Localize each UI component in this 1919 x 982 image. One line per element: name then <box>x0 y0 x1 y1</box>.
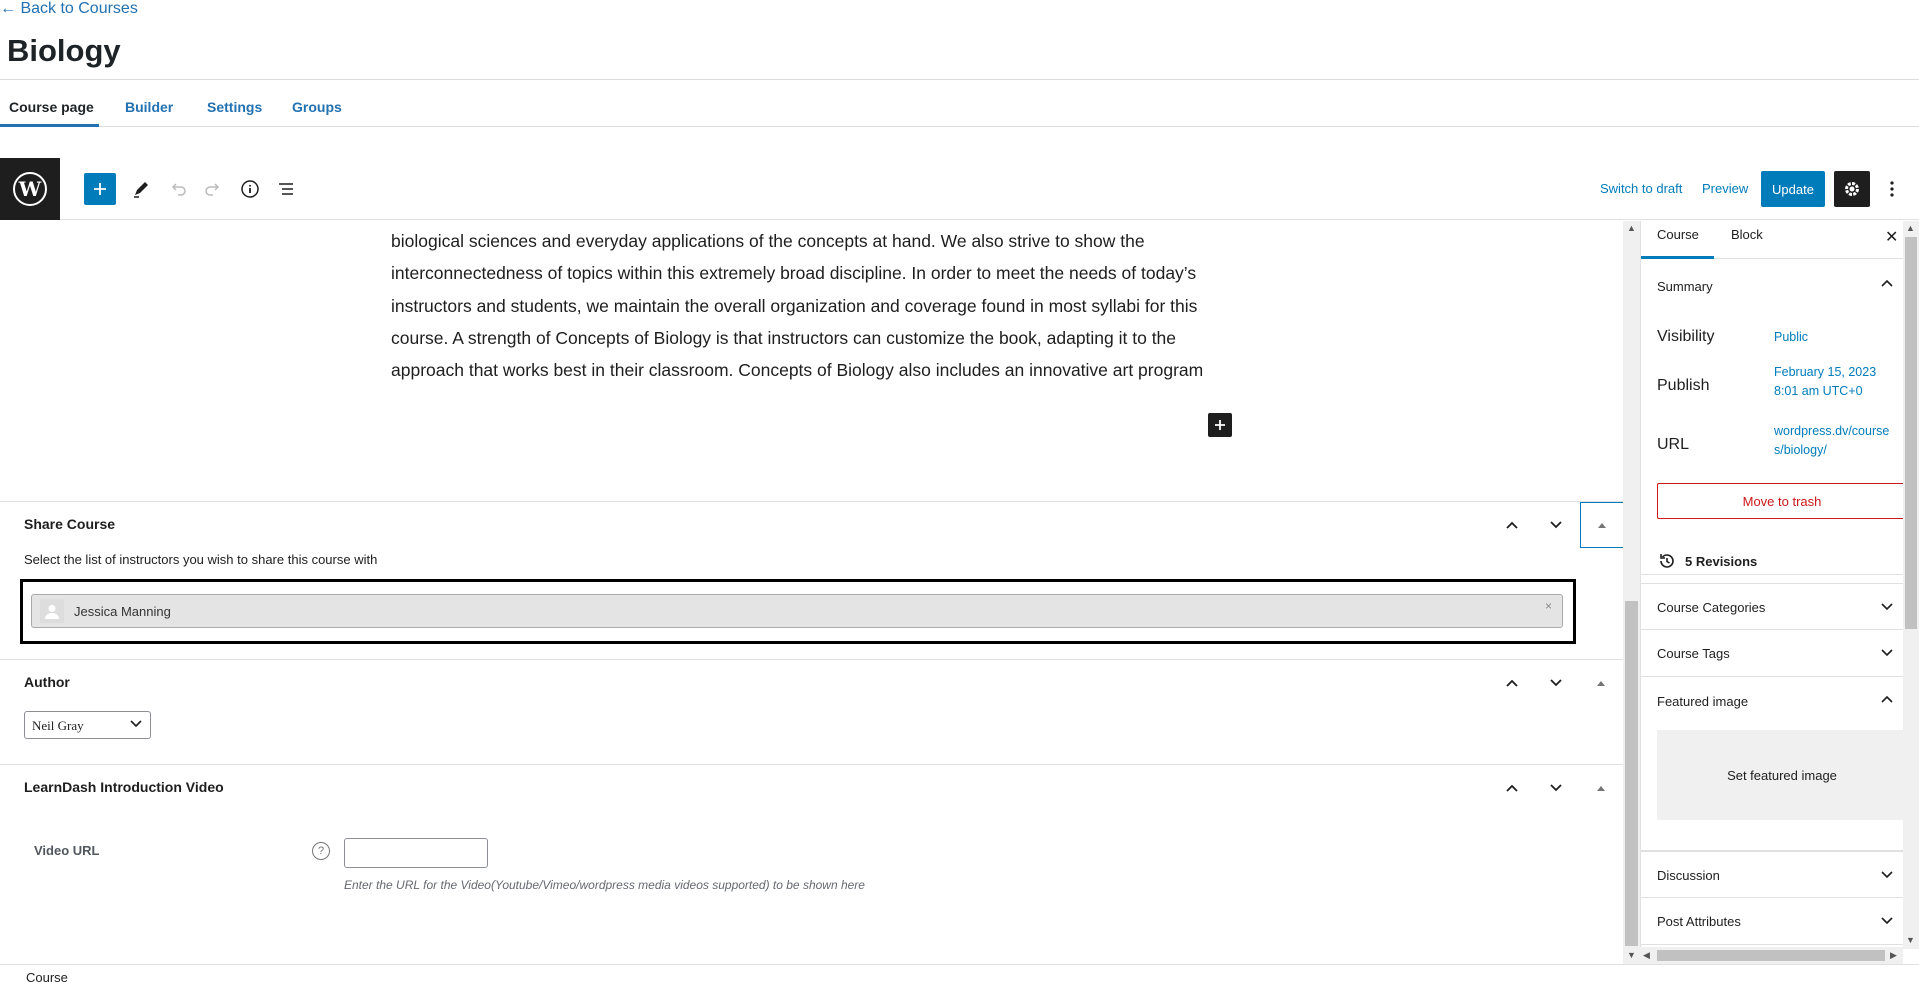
instructor-select-field[interactable] <box>20 579 1576 644</box>
triangle-up-icon <box>1596 785 1606 791</box>
plus-icon <box>1213 418 1227 432</box>
move-down-button[interactable] <box>1538 665 1574 701</box>
tab-block[interactable]: Block <box>1731 227 1763 242</box>
course-tabs <box>0 79 1919 127</box>
info-icon <box>240 179 260 199</box>
author-select[interactable] <box>24 711 151 739</box>
chevron-down-icon <box>1881 649 1893 657</box>
block-inserter-button[interactable] <box>1208 413 1232 437</box>
scrollbar-thumb[interactable] <box>1905 237 1917 629</box>
scroll-down-arrow-icon[interactable]: ▼ <box>1906 935 1915 945</box>
chevron-down-icon <box>1549 520 1563 530</box>
video-url-label: Video URL <box>34 843 100 858</box>
block-breadcrumb-bar <box>0 964 1919 982</box>
metabox-title: Author <box>24 674 70 690</box>
panel-title: Discussion <box>1657 868 1720 883</box>
breadcrumb-item[interactable]: Course <box>26 970 68 982</box>
tab-settings[interactable]: Settings <box>207 99 263 115</box>
toggle-panel-button[interactable] <box>1583 665 1619 701</box>
chevron-up-icon <box>1505 783 1519 793</box>
switch-to-draft-button[interactable]: Switch to draft <box>1600 181 1683 196</box>
page-title: Biology <box>7 33 121 68</box>
undo-icon <box>168 179 188 199</box>
revisions-label: 5 Revisions <box>1685 553 1758 569</box>
scroll-left-arrow-icon[interactable]: ◀ <box>1643 950 1650 960</box>
visibility-label: Visibility <box>1657 328 1715 345</box>
scroll-down-arrow-icon[interactable]: ▼ <box>1627 950 1636 960</box>
more-options-button[interactable] <box>1880 173 1904 205</box>
panel-title[interactable]: Featured image <box>1657 694 1749 709</box>
avatar <box>40 599 64 623</box>
scroll-up-arrow-icon[interactable]: ▲ <box>1906 223 1915 233</box>
chevron-down-icon <box>1881 917 1893 925</box>
panel-title: Course Categories <box>1657 600 1766 615</box>
wordpress-logo-button[interactable] <box>0 158 60 220</box>
panel-title: Course Tags <box>1657 646 1730 661</box>
chevron-down-icon <box>130 720 142 728</box>
chevron-down-icon <box>1549 783 1563 793</box>
scrollbar-thumb[interactable] <box>1657 950 1885 961</box>
editor-canvas <box>0 221 1623 964</box>
chevron-down-icon <box>1881 603 1893 611</box>
redo-button[interactable] <box>197 173 229 205</box>
user-icon <box>44 603 60 619</box>
intro-video-metabox <box>0 764 1623 964</box>
summary-panel-title[interactable]: Summary <box>1657 279 1713 294</box>
move-to-trash-button[interactable]: Move to trash <box>1657 483 1907 519</box>
summary-panel <box>1641 259 1903 575</box>
publish-date: February 15, 2023 <box>1774 365 1877 379</box>
share-course-description: Select the list of instructors you wish to share this course with <box>24 552 378 567</box>
publish-date-button[interactable] <box>1774 363 1876 401</box>
history-icon <box>1657 551 1677 571</box>
chevron-down-icon <box>1549 678 1563 688</box>
metabox-title: LearnDash Introduction Video <box>24 779 224 795</box>
tab-course[interactable]: Course <box>1657 227 1699 242</box>
more-vertical-icon <box>1889 180 1895 198</box>
redo-icon <box>203 179 223 199</box>
author-metabox <box>0 659 1623 764</box>
metabox-title: Share Course <box>24 516 116 532</box>
permalink-button[interactable] <box>1774 422 1889 460</box>
pencil-icon <box>131 179 151 199</box>
instructor-name: Jessica Manning <box>74 604 171 619</box>
update-button[interactable]: Update <box>1761 171 1825 207</box>
scroll-up-arrow-icon[interactable]: ▲ <box>1627 223 1636 233</box>
post-attributes-panel[interactable] <box>1641 898 1903 945</box>
chevron-up-icon[interactable] <box>1881 279 1893 287</box>
permalink-line-2: s/biology/ <box>1774 443 1827 457</box>
content-scrollbar[interactable] <box>1623 221 1640 964</box>
wordpress-icon: W <box>13 172 47 206</box>
sidebar-scrollbar[interactable] <box>1903 221 1919 949</box>
panel-title: Post Attributes <box>1657 914 1741 929</box>
visibility-value[interactable]: Public <box>1774 330 1809 344</box>
editor-toolbar <box>0 158 1919 220</box>
scroll-right-arrow-icon[interactable]: ▶ <box>1890 950 1897 960</box>
url-label: URL <box>1657 436 1690 453</box>
sidebar-tabs <box>1641 221 1903 259</box>
close-sidebar-button[interactable]: ✕ <box>1885 229 1899 246</box>
help-icon[interactable]: ? <box>312 842 330 860</box>
chevron-up-icon <box>1505 678 1519 688</box>
scrollbar-thumb[interactable] <box>1625 601 1638 946</box>
move-up-button[interactable] <box>1494 770 1530 806</box>
publish-time: 8:01 am UTC+0 <box>1774 384 1863 398</box>
tools-button[interactable] <box>125 173 157 205</box>
move-down-button[interactable] <box>1538 507 1574 543</box>
chevron-up-icon <box>1505 520 1519 530</box>
toggle-panel-button[interactable] <box>1580 502 1623 548</box>
triangle-up-icon <box>1597 522 1607 528</box>
back-to-courses-link[interactable]: ← Back to Courses <box>0 0 138 17</box>
set-featured-image-button[interactable]: Set featured image <box>1657 730 1907 820</box>
undo-button[interactable] <box>162 173 194 205</box>
move-up-button[interactable] <box>1494 665 1530 701</box>
selected-instructor-chip <box>31 594 1563 628</box>
tab-groups[interactable]: Groups <box>292 99 342 115</box>
preview-button[interactable]: Preview <box>1702 181 1749 196</box>
chevron-up-icon[interactable] <box>1881 695 1893 703</box>
video-url-description: Enter the URL for the Video(Youtube/Vimeo/wordpress media videos supported) to be shown here <box>344 878 865 892</box>
triangle-up-icon <box>1596 680 1606 686</box>
paragraph-block[interactable]: biological sciences and everyday applications of the concepts at hand. We also strive to show the interconnectedness of topics within this extremely broad discipline. In order to meet the needs of today’s instructors and students, we maintain the overall organization and coverage found in most syllabi for this course. A strength of Concepts of Biology is that instructors can customize the book, adapting it to the approach that works best in their classroom. Concepts of Biology also includes an innovative art program <box>391 231 1204 381</box>
chevron-down-icon <box>1881 871 1893 879</box>
course-tags-panel[interactable] <box>1641 630 1903 677</box>
tab-builder[interactable]: Builder <box>125 99 174 115</box>
gear-icon <box>1842 179 1862 199</box>
sidebar-horizontal-scrollbar[interactable] <box>1640 947 1903 964</box>
toggle-panel-button[interactable] <box>1583 770 1619 806</box>
settings-sidebar <box>1640 221 1919 964</box>
plus-icon <box>92 181 108 197</box>
revisions-link[interactable] <box>1657 551 1757 571</box>
permalink-line-1: wordpress.dv/course <box>1774 424 1890 438</box>
author-selected-value: Neil Gray <box>32 718 84 733</box>
course-categories-panel[interactable] <box>1641 583 1903 630</box>
active-tab-indicator <box>0 124 99 127</box>
settings-button[interactable] <box>1834 171 1870 207</box>
list-view-icon <box>276 179 296 199</box>
add-block-button[interactable] <box>84 173 116 205</box>
remove-instructor-button[interactable]: × <box>1544 599 1552 613</box>
publish-label: Publish <box>1657 377 1710 394</box>
discussion-panel[interactable] <box>1641 851 1903 898</box>
move-down-button[interactable] <box>1538 770 1574 806</box>
video-url-input[interactable] <box>344 838 488 868</box>
list-view-button[interactable] <box>270 173 302 205</box>
details-button[interactable] <box>234 173 266 205</box>
move-up-button[interactable] <box>1494 507 1530 543</box>
tab-course-page[interactable]: Course page <box>9 99 94 115</box>
